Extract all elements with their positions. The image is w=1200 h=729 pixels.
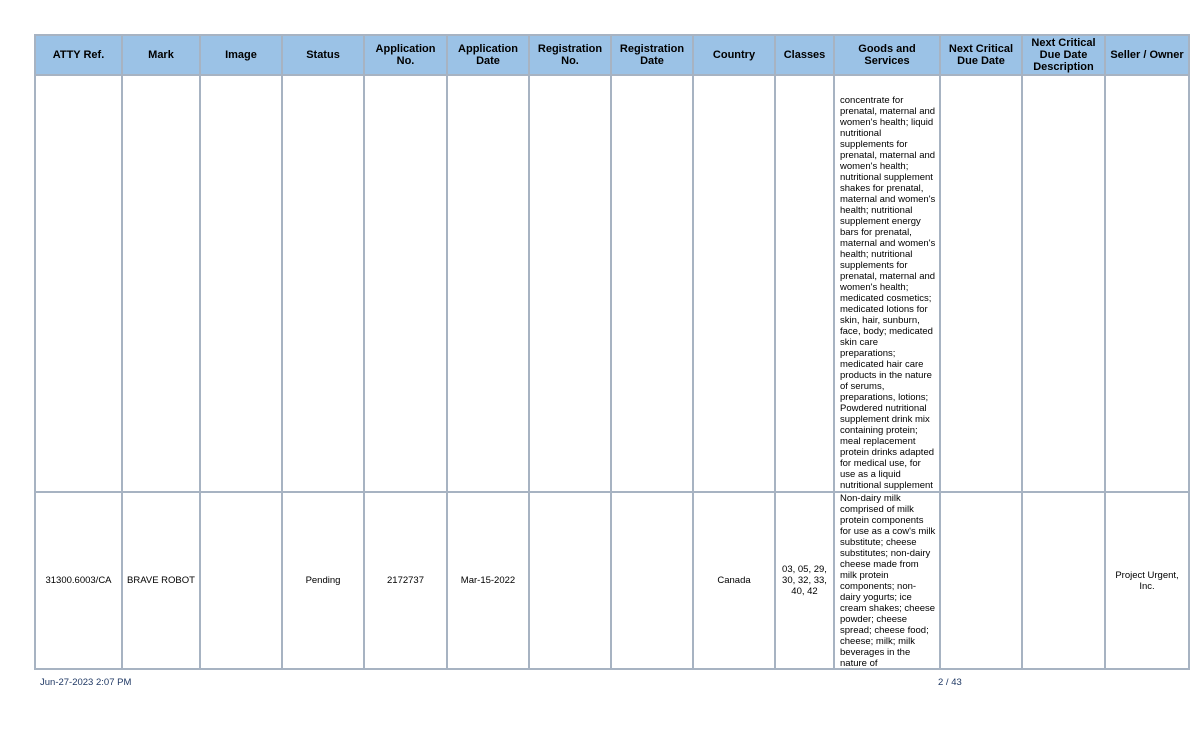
cell-goods-services (834, 75, 940, 492)
header-next-due-description: Next Critical Due Date Description (1022, 35, 1105, 75)
cell-application-date: Mar-15-2022 (447, 492, 529, 669)
cell-next-due-date (940, 492, 1022, 669)
cell-application-date (447, 75, 529, 492)
cell-next-due-description (1022, 492, 1105, 669)
cell-classes (775, 75, 834, 492)
cell-status (282, 75, 364, 492)
page-number: 2 / 43 (938, 677, 962, 688)
cell-seller-owner (1105, 75, 1189, 492)
cell-mark: BRAVE ROBOT (122, 492, 200, 669)
header-goods-services: Goods and Services (834, 35, 940, 75)
footer-timestamp: Jun-27-2023 2:07 PM (40, 677, 132, 688)
header-classes: Classes (775, 35, 834, 75)
cell-registration-no (529, 492, 611, 669)
table-row (35, 492, 1189, 669)
header-row (35, 35, 1189, 75)
header-application-no: Application No. (364, 35, 447, 75)
cell-registration-date (611, 492, 693, 669)
goods-text: concentrate for prenatal, maternal and women's health; liquid nutritional supplements for prenatal, maternal and women's health; nutritional supplement shakes for prenatal, maternal and women's health; nutritional supplement energy bars for prenatal, maternal and women's health; nutritional supplements for prenatal, maternal and women's health; medicated cosmetics; medicated lotions for skin, hair, sunburn, face, body; medicated skin care preparations; medicated hair care products in the nature of serums, preparations, lotions; Powdered nutritional supplement drink mix containing protein; meal replacement protein drinks adapted for medical use, for use as a liquid nutritional supplement (840, 95, 936, 491)
goods-text: Non-dairy milk comprised of milk protein components for use as a cow's milk substitute; cheese substitutes; non-dairy cheese made from milk protein components; non-dairy yogurts; ice cream shakes; cheese powder; cheese spread; cheese food; cheese; milk; milk beverages in the nature of (840, 493, 936, 668)
cell-image (200, 492, 282, 669)
header-image: Image (200, 35, 282, 75)
header-atty-ref: ATTY Ref. (35, 35, 122, 75)
cell-application-no: 2172737 (364, 492, 447, 669)
cell-seller-owner: Project Urgent, Inc. (1105, 492, 1189, 669)
cell-application-no (364, 75, 447, 492)
cell-next-due-description (1022, 75, 1105, 492)
cell-next-due-date (940, 75, 1022, 492)
trademark-table (34, 34, 1190, 670)
cell-goods-services (834, 492, 940, 669)
header-application-date: Application Date (447, 35, 529, 75)
header-mark: Mark (122, 35, 200, 75)
header-status: Status (282, 35, 364, 75)
header-seller-owner: Seller / Owner (1105, 35, 1189, 75)
cell-classes: 03, 05, 29, 30, 32, 33, 40, 42 (775, 492, 834, 669)
cell-image (200, 75, 282, 492)
header-registration-date: Registration Date (611, 35, 693, 75)
cell-country: Canada (693, 492, 775, 669)
cell-registration-date (611, 75, 693, 492)
header-next-due-date: Next Critical Due Date (940, 35, 1022, 75)
cell-status: Pending (282, 492, 364, 669)
cell-mark (122, 75, 200, 492)
header-country: Country (693, 35, 775, 75)
cell-registration-no (529, 75, 611, 492)
table-row (35, 75, 1189, 492)
cell-atty-ref: 31300.6003/CA (35, 492, 122, 669)
cell-country (693, 75, 775, 492)
header-registration-no: Registration No. (529, 35, 611, 75)
cell-atty-ref (35, 75, 122, 492)
